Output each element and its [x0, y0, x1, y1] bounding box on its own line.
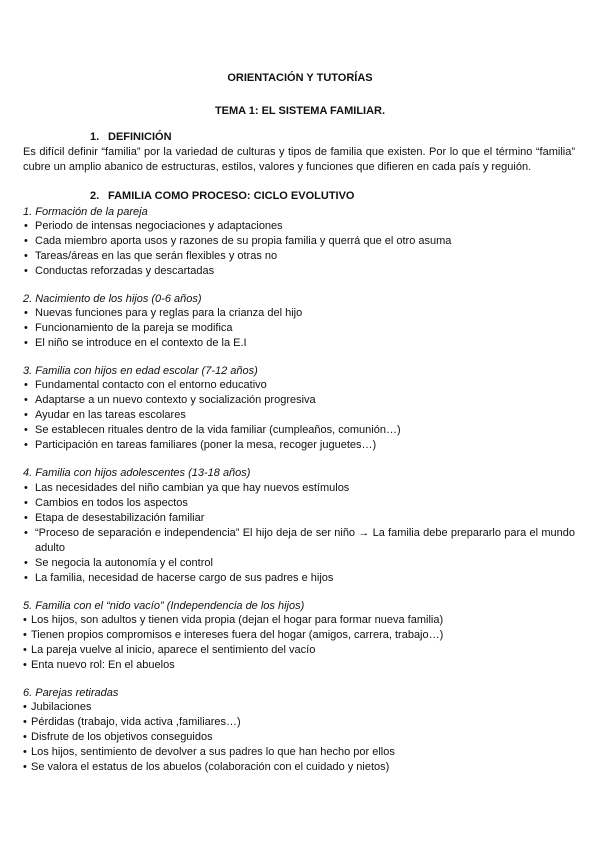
stage-2-title: 2. Nacimiento de los hijos (0-6 años): [23, 293, 202, 305]
stage-5-title: 5. Familia con el “nido vacío” (Independencia de los hijos): [23, 600, 305, 612]
document-subtitle: TEMA 1: EL SISTEMA FAMILIAR.: [214, 105, 386, 117]
list-item: • Conductas reforzadas y descartadas: [23, 264, 575, 279]
section-1-number: 1.: [90, 131, 100, 143]
list-item: • Jubilaciones: [23, 700, 575, 715]
list-item: • Los hijos, sentimiento de devolver a sus padres lo que han hecho por ellos: [23, 745, 575, 760]
list-item: • El niño se introduce en el contexto de la E.I: [23, 336, 575, 351]
list-item: • Cada miembro aporta usos y razones de su propia familia y querrá que el otro asuma: [23, 234, 575, 249]
list-item: • Adaptarse a un nuevo contexto y socialización progresiva: [23, 393, 575, 408]
document-title: ORIENTACIÓN Y TUTORÍAS: [227, 72, 373, 84]
stage-1-list: [23, 219, 575, 279]
stage-4-title: 4. Familia con hijos adolescentes (13-18 años): [23, 467, 251, 479]
list-item: • Funcionamiento de la pareja se modifica: [23, 321, 575, 336]
stage-6-list: [23, 700, 575, 775]
list-item: • Los hijos, son adultos y tienen vida propia (dejan el hogar para formar nueva familia): [23, 613, 575, 628]
list-item: • La pareja vuelve al inicio, aparece el sentimiento del vacío: [23, 643, 575, 658]
list-item: • Ayudar en las tareas escolares: [23, 408, 575, 423]
section-2-title: FAMILIA COMO PROCESO: CICLO EVOLUTIVO: [108, 190, 355, 202]
list-item: • Pérdidas (trabajo, vida activa ,familiares…): [23, 715, 575, 730]
section-2-number: 2.: [90, 190, 100, 202]
list-item: • Se valora el estatus de los abuelos (colaboración con el cuidado y nietos): [23, 760, 575, 775]
list-item: • Se establecen rituales dentro de la vida familiar (cumpleaños, comunión…): [23, 423, 575, 438]
list-item: • Cambios en todos los aspectos: [23, 496, 575, 511]
list-item: • “Proceso de separación e independencia” El hijo deja de ser niño → La familia debe prepararlo para el mundo adulto: [23, 526, 575, 556]
stage-6-title: 6. Parejas retiradas: [23, 687, 119, 699]
list-item: • Las necesidades del niño cambian ya que hay nuevos estímulos: [23, 481, 575, 496]
stage-2-list: [23, 306, 575, 351]
stage-4-list: [23, 481, 575, 586]
list-item: • Etapa de desestabilización familiar: [23, 511, 575, 526]
section-1-paragraph: Es difícil definir “familia” por la variedad de culturas y tipos de familia que existen. Por lo que el término “familia” cubre un amplio abanico de estructuras, estilos, valores y funciones que difieren en cada país y reguión.: [23, 146, 575, 173]
list-item: • Disfrute de los objetivos conseguidos: [23, 730, 575, 745]
stage-1-title: 1. Formación de la pareja: [23, 206, 148, 218]
stage-5-list: [23, 613, 575, 673]
stage-3-list: [23, 378, 575, 453]
list-item: • Participación en tareas familiares (poner la mesa, recoger juguetes…): [23, 438, 575, 453]
section-1-heading: [90, 131, 172, 143]
list-item: • Tienen propios compromisos e intereses fuera del hogar (amigos, carrera, trabajo…): [23, 628, 575, 643]
list-item: • Nuevas funciones para y reglas para la crianza del hijo: [23, 306, 575, 321]
stage-3-title: 3. Familia con hijos en edad escolar (7-12 años): [23, 365, 258, 377]
list-item: • La familia, necesidad de hacerse cargo de sus padres e hijos: [23, 571, 575, 586]
list-item: • Fundamental contacto con el entorno educativo: [23, 378, 575, 393]
list-item: • Se negocia la autonomía y el control: [23, 556, 575, 571]
list-item: • Tareas/áreas en las que serán flexibles y otras no: [23, 249, 575, 264]
section-2-heading: [90, 190, 355, 202]
list-item: • Periodo de intensas negociaciones y adaptaciones: [23, 219, 575, 234]
section-1-title: DEFINICIÓN: [108, 131, 172, 143]
list-item: • Enta nuevo rol: En el abuelos: [23, 658, 575, 673]
